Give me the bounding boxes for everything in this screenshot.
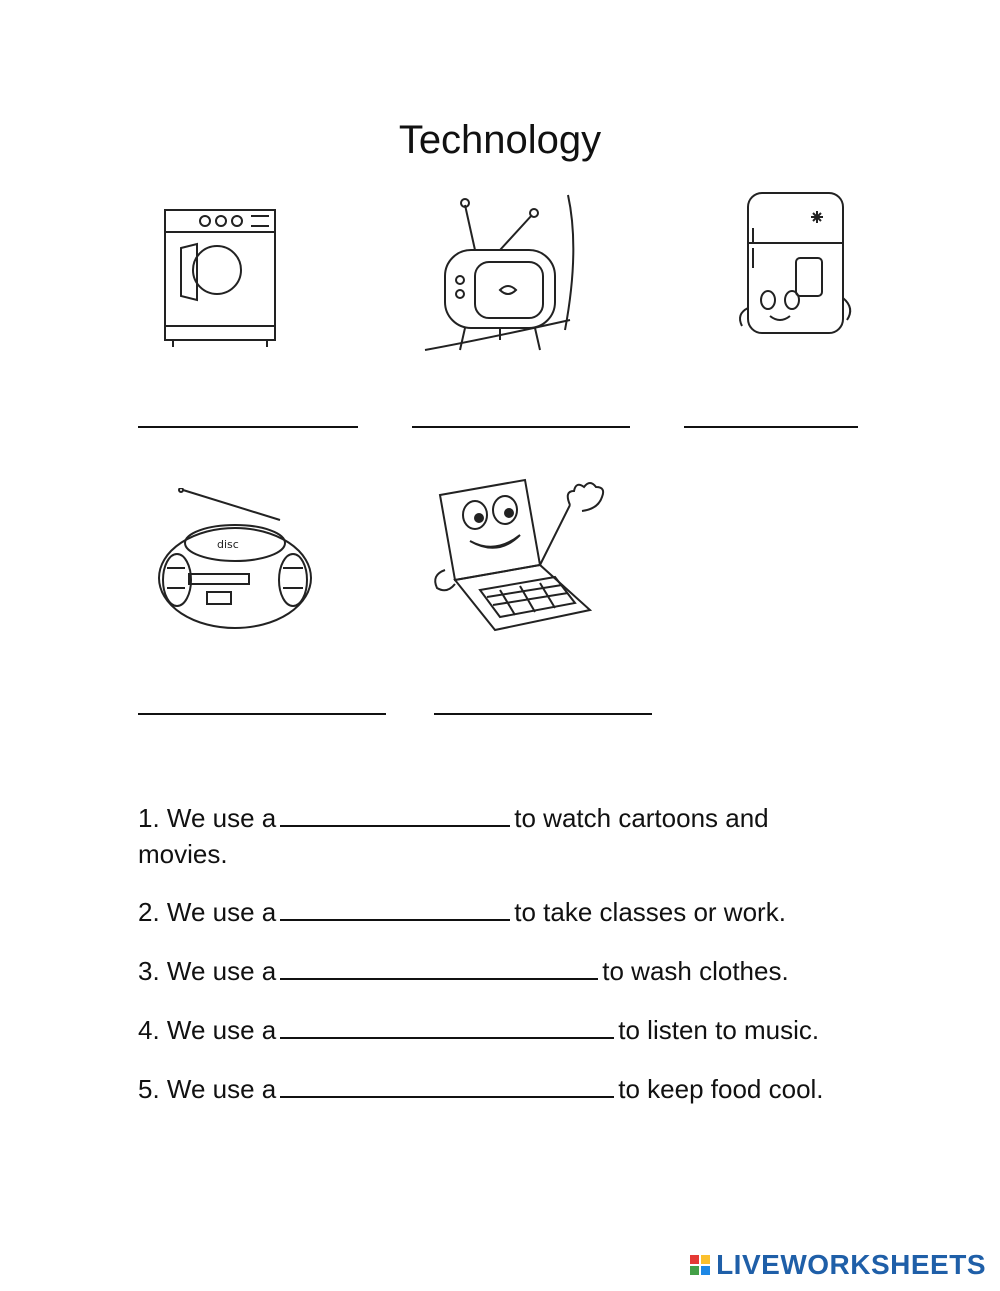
- question-prefix: 5. We use a: [138, 1074, 277, 1104]
- question-4: [138, 1012, 819, 1048]
- page-title: Technology: [398, 118, 602, 162]
- question-4-blank[interactable]: [280, 1015, 614, 1039]
- television-image: [420, 190, 580, 375]
- question-suffix: to listen to music.: [618, 1015, 820, 1045]
- question-suffix: to keep food cool.: [618, 1074, 824, 1104]
- question-1: [138, 800, 769, 836]
- logo-blocks-icon: [690, 1255, 710, 1275]
- answer-blank-4[interactable]: [138, 713, 386, 715]
- answer-blank-1[interactable]: [138, 426, 358, 428]
- logo-block: [701, 1255, 710, 1264]
- logo-text: LIVEWORKSHEETS: [716, 1249, 986, 1280]
- question-prefix: 3. We use a: [138, 956, 277, 986]
- svg-text:disc: disc: [217, 538, 239, 551]
- question-5: [138, 1071, 824, 1107]
- question-prefix: 1. We use a: [138, 803, 277, 833]
- answer-blank-3[interactable]: [684, 426, 858, 428]
- question-1-blank[interactable]: [280, 803, 510, 827]
- laptop-image: [425, 475, 610, 640]
- question-3-blank[interactable]: [280, 956, 598, 980]
- question-5-blank[interactable]: [280, 1074, 614, 1098]
- radio-image: [155, 488, 315, 633]
- question-continuation: movies.: [138, 839, 228, 869]
- question-2: [138, 894, 786, 930]
- answer-blank-5[interactable]: [434, 713, 652, 715]
- answer-blank-2[interactable]: [412, 426, 630, 428]
- logo-block: [690, 1255, 699, 1264]
- washing-machine-image: [155, 200, 285, 350]
- logo-block: [690, 1266, 699, 1275]
- question-suffix: to take classes or work.: [514, 897, 786, 927]
- question-prefix: 2. We use a: [138, 897, 277, 927]
- logo-block: [701, 1266, 710, 1275]
- refrigerator-image: [728, 188, 858, 348]
- question-2-blank[interactable]: [280, 897, 510, 921]
- liveworksheets-logo: [690, 1249, 986, 1281]
- question-1-continuation: [138, 836, 228, 872]
- question-suffix: to watch cartoons and: [514, 803, 769, 833]
- question-3: [138, 953, 789, 989]
- question-prefix: 4. We use a: [138, 1015, 277, 1045]
- question-suffix: to wash clothes.: [602, 956, 789, 986]
